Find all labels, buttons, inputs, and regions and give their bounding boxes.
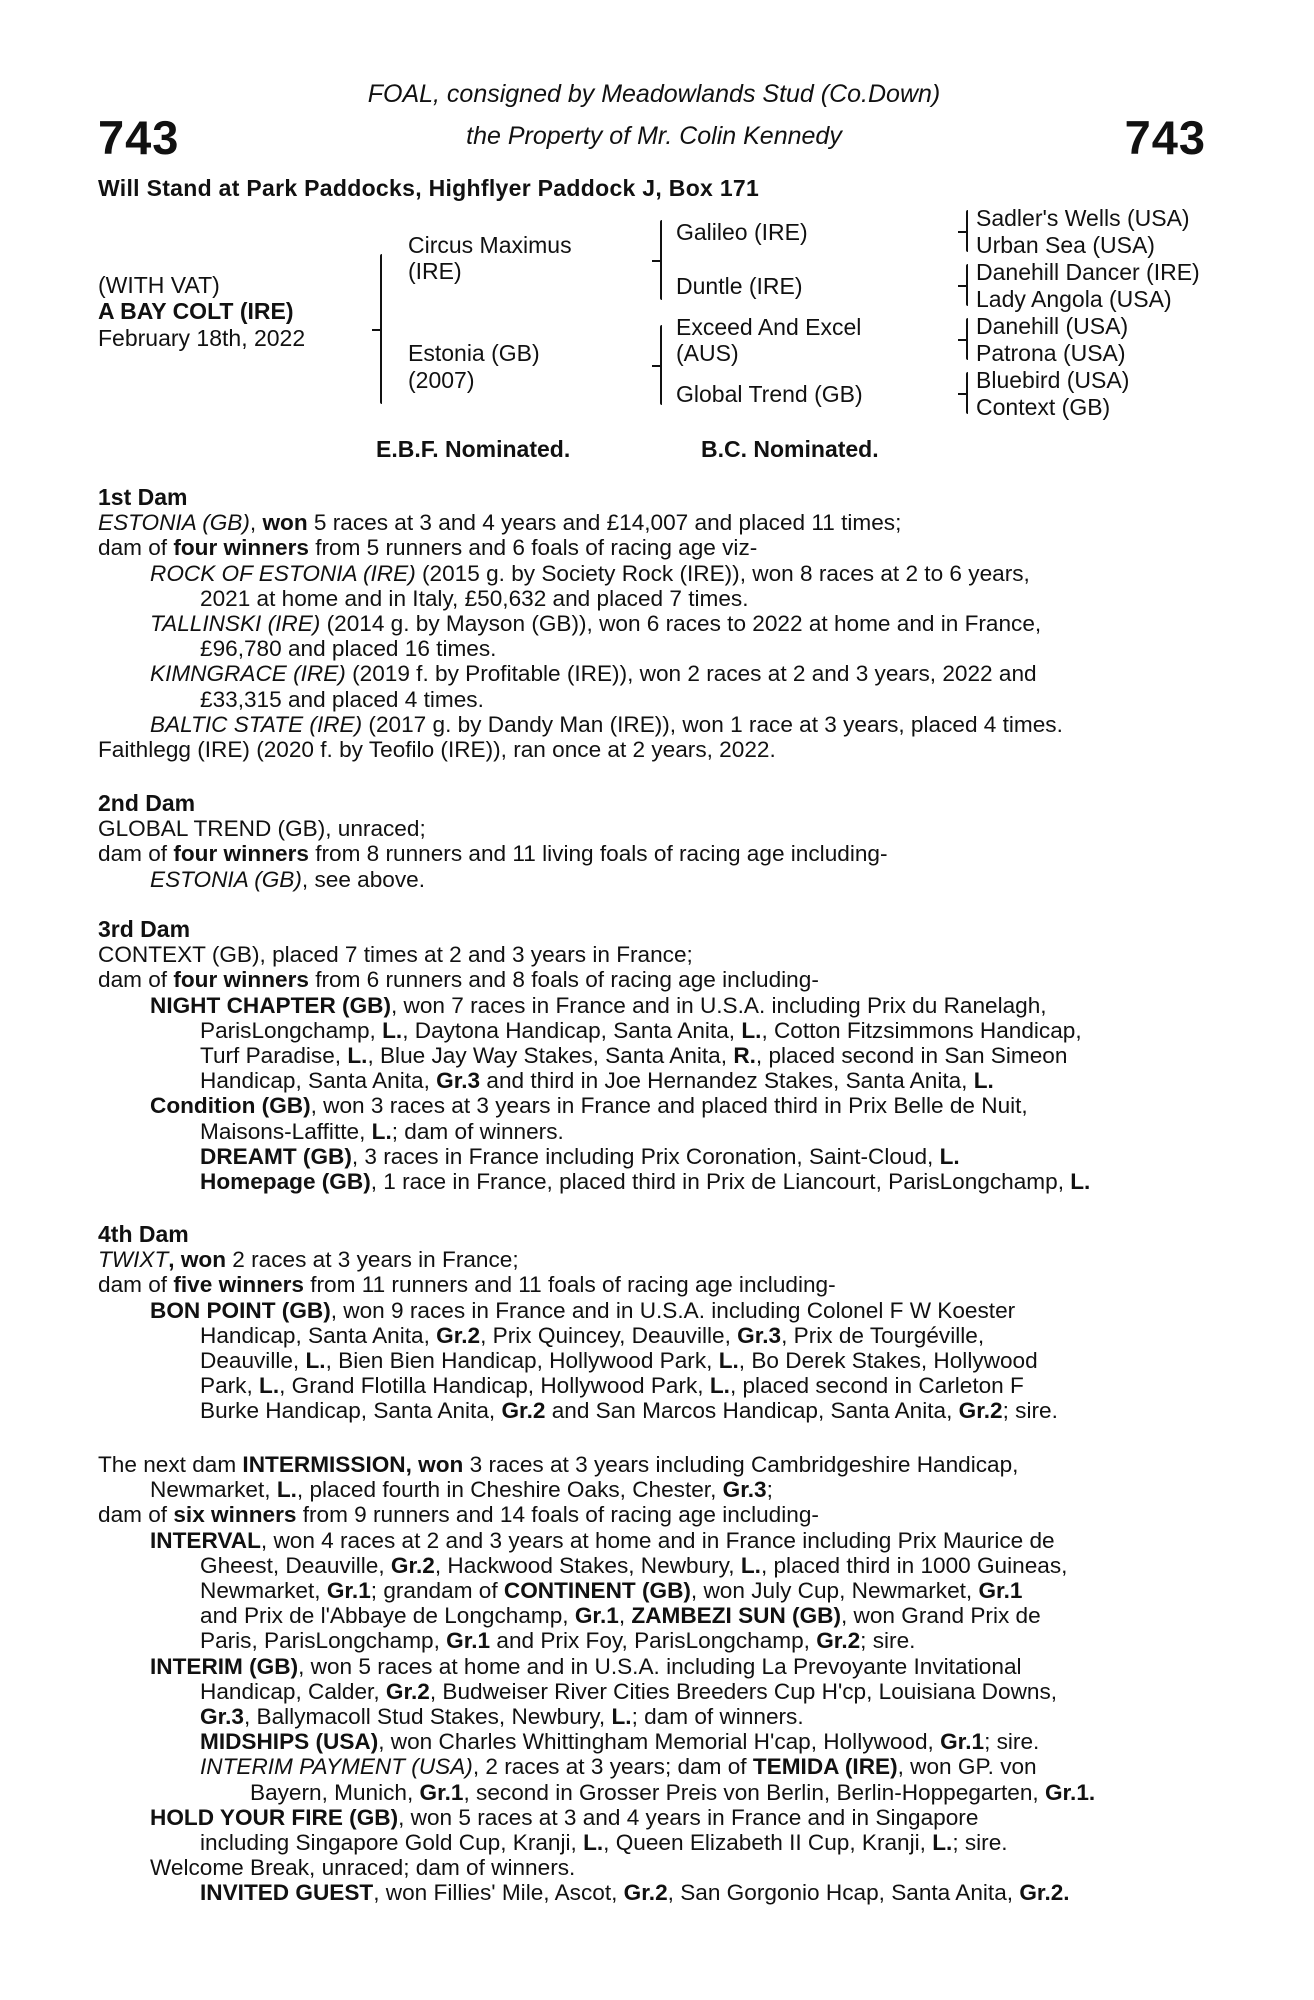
listed-marker: L. [259, 1373, 280, 1399]
bon-point-t4: , Prix de Tourgéville, [781, 1322, 985, 1348]
hold-your-fire-t2: including Singapore Gold Cup, Kranji, [200, 1830, 584, 1856]
hold-your-fire-t3: , Queen Elizabeth II Cup, Kranji, [603, 1830, 933, 1856]
produce-4-line1: (2017 g. by Dandy Man (IRE)), won 1 race at 3 years, placed 4 times. [362, 711, 1063, 737]
interval-t8: and Prix de l'Abbaye de Longchamp, [200, 1603, 575, 1629]
first-dam-won: won [262, 510, 308, 536]
listed-marker: L. [276, 1477, 297, 1503]
interval-t13: ; sire. [860, 1628, 916, 1654]
sire-name-line1: Circus Maximus [408, 232, 572, 258]
homepage-t1: , 1 race in France, placed third in Prix de Liancourt, ParisLongchamp, [370, 1169, 1071, 1195]
bon-point-t7: , Bo Derek Stakes, Hollywood [738, 1348, 1038, 1374]
night-chapter-name: NIGHT CHAPTER (GB) [150, 992, 391, 1018]
bon-point-t3: , Prix Quincey, Deauville, [480, 1322, 738, 1348]
pedigree-brace-g4-1 [966, 210, 968, 252]
group-3-marker: Gr.3 [436, 1068, 481, 1094]
fourth-dam-record: 2 races at 3 years in France; [226, 1247, 519, 1273]
interim-t5: ; dam of winners. [631, 1704, 804, 1730]
produce-2-line2: £96,780 and placed 16 times. [200, 636, 497, 662]
consignment-line-1: FOAL, consigned by Meadowlands Stud (Co.Down) [367, 80, 941, 108]
midships-t1: , won Charles Whittingham Memorial H'cap, Hollywood, [378, 1729, 941, 1755]
pedigree-brace-g4-2 [966, 264, 968, 306]
produce-1-name: ROCK OF ESTONIA (IRE) [150, 560, 416, 586]
first-dam-of-pre: dam of [98, 535, 174, 561]
group-3-marker: Gr.3 [737, 1322, 782, 1348]
g4-name-3: Danehill Dancer (IRE) [976, 259, 1200, 285]
bon-point-t11: Burke Handicap, Santa Anita, [200, 1398, 502, 1424]
ebf-nomination: E.B.F. Nominated. [376, 436, 571, 462]
condition-t1: , won 3 races at 3 years in France and placed third in Prix Belle de Nuit, [310, 1093, 1028, 1119]
zambezi-sun-name: ZAMBEZI SUN (GB) [631, 1603, 841, 1629]
sire-sire-name: Galileo (IRE) [676, 219, 808, 245]
g4-name-8: Context (GB) [976, 394, 1111, 420]
listed-marker: L. [718, 1348, 739, 1374]
next-dam-of-post: from 9 runners and 14 foals of racing age including- [296, 1502, 819, 1528]
interim-payment-t1: , 2 races at 3 years; dam of [472, 1754, 753, 1780]
g4-name-4: Lady Angola (USA) [976, 286, 1172, 312]
condition-t3: ; dam of winners. [391, 1118, 564, 1144]
next-dam-t4: ; [766, 1477, 773, 1503]
hold-your-fire-t4: ; sire. [952, 1830, 1008, 1856]
group-1-marker: Gr.1 [419, 1779, 464, 1805]
produce-4-name: BALTIC STATE (IRE) [150, 711, 363, 737]
group-1-marker: Gr.1 [446, 1628, 491, 1654]
g4-name-2: Urban Sea (USA) [976, 232, 1155, 258]
pedigree-brace-sire [660, 220, 662, 300]
listed-marker: L. [1070, 1169, 1091, 1195]
lot-number-left: 743 [98, 111, 180, 164]
group-3-marker: Gr.3 [200, 1704, 244, 1730]
interval-t10: , won Grand Prix de [841, 1603, 1041, 1629]
listed-marker: L. [709, 1373, 730, 1399]
consignment-line-2: the Property of Mr. Colin Kennedy [466, 122, 842, 150]
next-dam-won: , won [405, 1452, 464, 1477]
listed-marker: L. [382, 1017, 403, 1043]
dreamt-name: DREAMT (GB) [200, 1143, 352, 1169]
vat-note: (WITH VAT) [98, 272, 220, 298]
third-dam-heading: 3rd Dam [98, 916, 191, 942]
first-dam-record: 5 races at 3 and 4 years and £14,007 and placed 11 times; [307, 510, 902, 536]
listed-marker: L. [741, 1017, 762, 1043]
interval-t6: ; grandam of [370, 1578, 504, 1604]
next-dam-name: INTERMISSION [242, 1452, 406, 1477]
group-2-marker: Gr.2 [816, 1628, 861, 1654]
fourth-dam-of-pre: dam of [98, 1272, 174, 1298]
night-chapter-t5: Turf Paradise, [200, 1043, 348, 1069]
interim-t4: , Ballymacoll Stud Stakes, Newbury, [243, 1704, 612, 1730]
g4-name-1: Sadler's Wells (USA) [976, 205, 1190, 231]
produce-3-line1: (2019 f. by Profitable (IRE)), won 2 races at 2 and 3 years, 2022 and [345, 661, 1037, 687]
g4-name-7: Bluebird (USA) [976, 367, 1130, 393]
produce-1-line2: 2021 at home and in Italy, £50,632 and placed 7 times. [200, 585, 749, 611]
dam-sire-name-line2: (AUS) [676, 340, 739, 366]
bon-point-t12: and San Marcos Handicap, Santa Anita, [545, 1398, 959, 1424]
listed-marker: L. [347, 1043, 368, 1069]
fourth-dam-winners-count: five winners [173, 1272, 304, 1298]
interval-t3: , Hackwood Stakes, Newbury, [434, 1552, 741, 1578]
produce-3-name: KIMNGRACE (IRE) [150, 661, 346, 687]
hold-your-fire-t1: , won 5 races at 3 and 4 years in France and in Singapore [398, 1804, 979, 1830]
listed-marker: L. [611, 1704, 632, 1730]
first-dam-section: 1st Dam ESTONIA (GB), won 5 races at 3 and 4 years and £14,007 and placed 11 times; dam of four winners from 5 runners and 6 foals of racing age viz- ROCK OF ESTONIA (IRE) (2015 g. by Society Rock (IRE)), won 8 races at 2 to 6 years, 2021 at home and in Italy, £50,632 and placed 7 times. TALLINSKI (IRE) (2014 g. by Mayson (GB)), won 6 races to 2022 at home and in France, £96,780 and placed 16 times. KIMNGRACE (IRE) (2019 f. by Profitable (IRE)), won 2 races at 2 and 3 years, 2022 and £33,315 and placed 4 times. BALTIC STATE (IRE) (2017 g. by Dandy Man (IRE)), won 1 race at 3 years, placed 4 times. Faithlegg (IRE) (2020 f. by Teofilo (IRE)), ran once at 2 years, 2022. [98, 485, 1208, 762]
pedigree-brace-main [380, 254, 382, 404]
interim-name: INTERIM (GB) [150, 1653, 299, 1679]
homepage-name: Homepage (GB) [200, 1169, 371, 1195]
pedigree-brace-g4-3 [966, 318, 968, 360]
group-2-marker: Gr.2 [385, 1678, 430, 1704]
second-dam-line1: GLOBAL TREND (GB), unraced; [98, 816, 426, 842]
interval-t1: , won 4 races at 2 and 3 years at home and in France including Prix Maurice de [260, 1527, 1055, 1553]
produce-3 [98, 661, 1208, 686]
unraced-produce: Faithlegg (IRE) (2020 f. by Teofilo (IRE)), ran once at 2 years, 2022. [98, 737, 776, 763]
fourth-dam-name: TWIXT [98, 1247, 169, 1273]
group-2-marker: Gr.2 [958, 1398, 1003, 1424]
group-1-marker: Gr.1 [978, 1578, 1023, 1604]
next-dam-of-pre: dam of [98, 1502, 174, 1528]
interim-payment-t3: Bayern, Munich, [250, 1779, 420, 1805]
second-dam-of-pre: dam of [98, 841, 174, 867]
group-1-marker: Gr.1 [574, 1603, 619, 1629]
night-chapter-t4: , Cotton Fitzsimmons Handicap, [761, 1017, 1082, 1043]
condition-name: Condition (GB) [150, 1093, 311, 1119]
night-chapter-t3: , Daytona Handicap, Santa Anita, [402, 1017, 742, 1043]
interval-t12: and Prix Foy, ParisLongchamp, [490, 1628, 817, 1654]
restricted-marker: R. [733, 1043, 756, 1069]
lot-number-right: 743 [1124, 111, 1206, 164]
interval-t4: , placed third in 1000 Guineas, [760, 1552, 1068, 1578]
next-dam-t3: , placed fourth in Cheshire Oaks, Chester, [296, 1477, 723, 1503]
bon-point-t13: ; sire. [1002, 1398, 1058, 1424]
condition-t2: Maisons-Laffitte, [200, 1118, 372, 1144]
interval-t9: , [618, 1603, 632, 1629]
interim-payment-name: INTERIM PAYMENT (USA) [200, 1754, 473, 1780]
lot-name: A BAY COLT (IRE) [98, 298, 294, 324]
interval-t5: Newmarket, [200, 1578, 327, 1604]
sire-name-line2: (IRE) [408, 258, 462, 284]
next-dam-section [98, 1452, 1208, 1906]
produce-2 [98, 611, 1208, 636]
group-2-marker: Gr.2 [390, 1552, 435, 1578]
bon-point-t9: , Grand Flotilla Handicap, Hollywood Park, [279, 1373, 710, 1399]
produce-2-name: TALLINSKI (IRE) [150, 611, 321, 637]
next-dam-intro: The next dam [98, 1452, 243, 1477]
welcome-break: Welcome Break, unraced; dam of winners. [150, 1855, 576, 1881]
lot-dob: February 18th, 2022 [98, 325, 306, 351]
night-chapter-t6: , Blue Jay Way Stakes, Santa Anita, [367, 1043, 734, 1069]
listed-marker: L. [583, 1830, 604, 1856]
next-dam-t1: 3 races at 3 years including Cambridgeshire Handicap, [463, 1452, 1019, 1477]
produce-1 [98, 561, 1208, 586]
interval-t7: , won July Cup, Newmarket, [690, 1578, 979, 1604]
g4-name-6: Patrona (USA) [976, 340, 1126, 366]
interim-t3: , Budweiser River Cities Breeders Cup H'cp, Louisiana Downs, [429, 1678, 1058, 1704]
listed-marker: L. [305, 1348, 326, 1374]
sire-dam-name: Duntle (IRE) [676, 273, 803, 299]
produce-2-line1: (2014 g. by Mayson (GB)), won 6 races to 2022 at home and in France, [320, 611, 1042, 637]
fourth-dam-section [98, 1222, 1208, 1424]
produce-1-line1: (2015 g. by Society Rock (IRE)), won 8 races at 2 to 6 years, [415, 560, 1030, 586]
invited-guest-t2: , San Gorgonio Hcap, Santa Anita, [667, 1880, 1020, 1906]
group-1-marker: Gr.1. [1044, 1779, 1096, 1805]
night-chapter-t9: and third in Joe Hernandez Stakes, Santa Anita, [480, 1068, 974, 1094]
second-dam-section [98, 791, 1208, 892]
group-2-marker: Gr.2 [436, 1322, 481, 1348]
interim-payment-t4: , second in Grosser Preis von Berlin, Berlin-Hoppegarten, [463, 1779, 1045, 1805]
bon-point-t10: , placed second in Carleton F [729, 1373, 1024, 1399]
invited-guest-name: INVITED GUEST [200, 1880, 374, 1906]
group-2-marker: Gr.2 [623, 1880, 668, 1906]
third-dam-winners-count: four winners [173, 967, 309, 993]
fourth-dam-of-post: from 11 runners and 11 foals of racing age including- [303, 1272, 836, 1298]
bon-point-t8: Park, [200, 1373, 260, 1399]
pedigree-brace-g4-4 [966, 372, 968, 414]
group-1-marker: Gr.1 [940, 1729, 985, 1755]
interval-t11: Paris, ParisLongchamp, [200, 1628, 447, 1654]
listed-marker: L. [939, 1143, 960, 1169]
dreamt-t1: , 3 races in France including Prix Coronation, Saint-Cloud, [351, 1143, 940, 1169]
night-chapter-t8: Handicap, Santa Anita, [200, 1068, 437, 1094]
bon-point-t1: , won 9 races in France and in U.S.A. including Colonel F W Koester [330, 1297, 1016, 1323]
bc-nomination: B.C. Nominated. [701, 436, 879, 462]
dam-dam-name: Global Trend (GB) [676, 381, 863, 407]
fourth-dam-heading: 4th Dam [98, 1221, 189, 1247]
third-dam-of-post: from 6 runners and 8 foals of racing age including- [308, 967, 819, 993]
produce-4 [98, 712, 1208, 737]
group-3-marker: Gr.3 [722, 1477, 767, 1503]
second-dam-heading: 2nd Dam [98, 790, 196, 816]
listed-marker: L. [371, 1118, 392, 1144]
second-dam-of-post: from 8 runners and 11 living foals of racing age including- [308, 841, 888, 867]
interim-t2: Handicap, Calder, [200, 1678, 386, 1704]
dam-sire-name-line1: Exceed And Excel [676, 314, 862, 340]
hold-your-fire-name: HOLD YOUR FIRE (GB) [150, 1804, 399, 1830]
bon-point-name: BON POINT (GB) [150, 1297, 331, 1323]
interval-t2: Gheest, Deauville, [200, 1552, 391, 1578]
second-dam-produce-post: , see above. [301, 866, 426, 892]
bon-point-t5: Deauville, [200, 1348, 306, 1374]
dam-name-line2: (2007) [408, 367, 475, 393]
listed-marker: L. [740, 1552, 761, 1578]
stand-location: Will Stand at Park Paddocks, Highflyer Paddock J, Box 171 [98, 175, 760, 201]
first-dam-heading: 1st Dam [98, 484, 188, 510]
next-dam-t2: Newmarket, [150, 1477, 277, 1503]
interval-name: INTERVAL [150, 1527, 261, 1553]
third-dam-section [98, 917, 1208, 1194]
listed-marker: L. [973, 1068, 994, 1094]
first-dam-name: ESTONIA (GB) [98, 510, 250, 536]
produce-3-line2: £33,315 and placed 4 times. [200, 686, 484, 712]
group-2-marker: Gr.2 [501, 1398, 546, 1424]
g4-name-5: Danehill (USA) [976, 313, 1129, 339]
temida-name: TEMIDA (IRE) [752, 1754, 898, 1780]
interim-payment-t2: , won GP. von [897, 1754, 1037, 1780]
group-2-marker: Gr.2. [1019, 1880, 1070, 1906]
first-dam-winners-count: four winners [173, 535, 309, 561]
second-dam-produce-name: ESTONIA (GB) [150, 866, 302, 892]
third-dam-line1: CONTEXT (GB), placed 7 times at 2 and 3 years in France; [98, 942, 693, 968]
night-chapter-t2: ParisLongchamp, [200, 1017, 383, 1043]
interim-t1: , won 5 races at home and in U.S.A. including La Prevoyante Invitational [298, 1653, 1022, 1679]
fourth-dam-won: , won [168, 1247, 227, 1273]
midships-name: MIDSHIPS (USA) [200, 1729, 379, 1755]
midships-t2: ; sire. [984, 1729, 1040, 1755]
first-dam-of-post: from 5 runners and 6 foals of racing age viz- [308, 535, 758, 561]
bon-point-t6: , Bien Bien Handicap, Hollywood Park, [325, 1348, 719, 1374]
night-chapter-t7: , placed second in San Simeon [755, 1043, 1068, 1069]
next-dam-winners-count: six winners [173, 1502, 297, 1528]
listed-marker: L. [932, 1830, 953, 1856]
dam-name-line1: Estonia (GB) [408, 340, 540, 366]
group-1-marker: Gr.1 [326, 1578, 371, 1604]
bon-point-t2: Handicap, Santa Anita, [200, 1322, 437, 1348]
second-dam-winners-count: four winners [173, 841, 309, 867]
continent-name: CONTINENT (GB) [503, 1578, 691, 1604]
invited-guest-t1: , won Fillies' Mile, Ascot, [373, 1880, 624, 1906]
third-dam-of-pre: dam of [98, 967, 174, 993]
pedigree-brace-dam [660, 325, 662, 405]
night-chapter-t1: , won 7 races in France and in U.S.A. including Prix du Ranelagh, [391, 992, 1047, 1018]
